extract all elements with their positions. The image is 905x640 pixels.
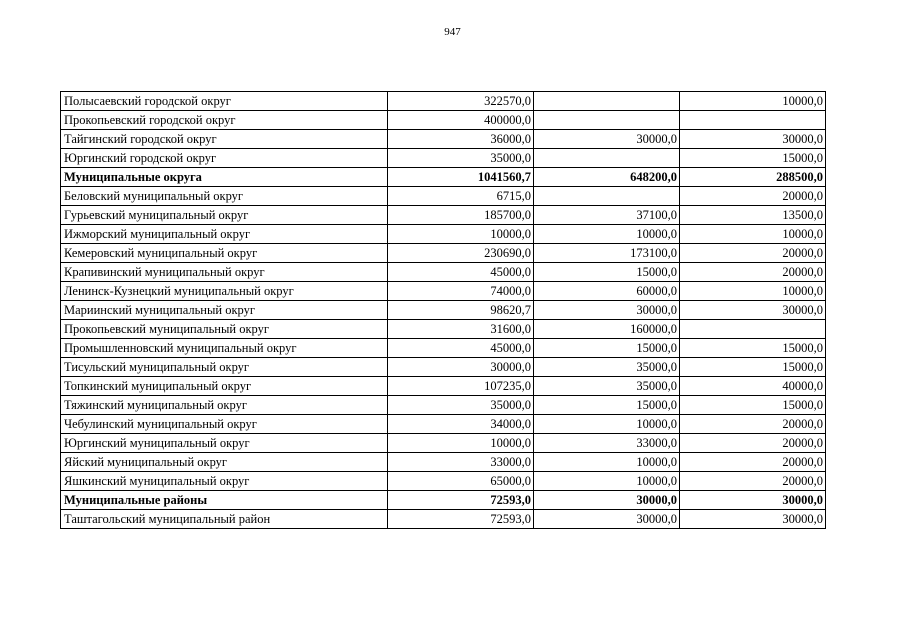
value-column-3-cell: 30000,0 xyxy=(680,130,826,149)
value-column-2-cell: 160000,0 xyxy=(534,320,680,339)
value-column-2-cell: 30000,0 xyxy=(534,510,680,529)
municipality-name-cell: Гурьевский муниципальный округ xyxy=(61,206,388,225)
value-column-1-cell: 33000,0 xyxy=(388,453,534,472)
value-column-2-cell xyxy=(534,149,680,168)
value-column-1-cell: 107235,0 xyxy=(388,377,534,396)
table-row xyxy=(61,472,826,491)
municipality-name-cell: Чебулинский муниципальный округ xyxy=(61,415,388,434)
table-row xyxy=(61,339,826,358)
municipality-name-cell: Топкинский муниципальный округ xyxy=(61,377,388,396)
value-column-2-cell xyxy=(534,187,680,206)
value-column-3-cell: 40000,0 xyxy=(680,377,826,396)
table-row xyxy=(61,415,826,434)
value-column-3-cell: 20000,0 xyxy=(680,244,826,263)
value-column-3-cell: 288500,0 xyxy=(680,168,826,187)
value-column-3-cell: 30000,0 xyxy=(680,491,826,510)
value-column-1-cell: 35000,0 xyxy=(388,149,534,168)
table-row xyxy=(61,130,826,149)
table-row xyxy=(61,244,826,263)
value-column-2-cell: 35000,0 xyxy=(534,358,680,377)
municipality-name-cell: Прокопьевский городской округ xyxy=(61,111,388,130)
value-column-2-cell: 10000,0 xyxy=(534,453,680,472)
value-column-2-cell xyxy=(534,111,680,130)
value-column-3-cell: 10000,0 xyxy=(680,282,826,301)
value-column-3-cell: 30000,0 xyxy=(680,510,826,529)
budget-table xyxy=(60,91,826,529)
value-column-3-cell: 15000,0 xyxy=(680,358,826,377)
value-column-3-cell xyxy=(680,320,826,339)
table-subtotal-row xyxy=(61,168,826,187)
municipality-name-cell: Мариинский муниципальный округ xyxy=(61,301,388,320)
table-row xyxy=(61,434,826,453)
municipality-name-cell: Яйский муниципальный округ xyxy=(61,453,388,472)
value-column-3-cell: 10000,0 xyxy=(680,92,826,111)
value-column-3-cell: 15000,0 xyxy=(680,339,826,358)
table-row xyxy=(61,510,826,529)
value-column-1-cell: 10000,0 xyxy=(388,225,534,244)
table-row xyxy=(61,263,826,282)
value-column-3-cell: 15000,0 xyxy=(680,396,826,415)
value-column-1-cell: 74000,0 xyxy=(388,282,534,301)
value-column-2-cell: 37100,0 xyxy=(534,206,680,225)
value-column-2-cell: 15000,0 xyxy=(534,396,680,415)
value-column-3-cell: 20000,0 xyxy=(680,434,826,453)
value-column-1-cell: 36000,0 xyxy=(388,130,534,149)
value-column-2-cell: 15000,0 xyxy=(534,263,680,282)
value-column-2-cell: 35000,0 xyxy=(534,377,680,396)
value-column-1-cell: 45000,0 xyxy=(388,263,534,282)
municipality-name-cell: Тяжинский муниципальный округ xyxy=(61,396,388,415)
value-column-2-cell: 10000,0 xyxy=(534,225,680,244)
table-row xyxy=(61,320,826,339)
municipality-name-cell: Муниципальные округа xyxy=(61,168,388,187)
value-column-2-cell: 10000,0 xyxy=(534,472,680,491)
value-column-1-cell: 30000,0 xyxy=(388,358,534,377)
value-column-2-cell: 33000,0 xyxy=(534,434,680,453)
municipality-name-cell: Тайгинский городской округ xyxy=(61,130,388,149)
municipality-name-cell: Ленинск-Кузнецкий муниципальный округ xyxy=(61,282,388,301)
table-row xyxy=(61,377,826,396)
value-column-3-cell: 20000,0 xyxy=(680,472,826,491)
value-column-2-cell xyxy=(534,92,680,111)
value-column-2-cell: 30000,0 xyxy=(534,491,680,510)
municipality-name-cell: Яшкинский муниципальный округ xyxy=(61,472,388,491)
value-column-2-cell: 10000,0 xyxy=(534,415,680,434)
value-column-3-cell: 20000,0 xyxy=(680,187,826,206)
value-column-3-cell: 10000,0 xyxy=(680,225,826,244)
value-column-3-cell xyxy=(680,111,826,130)
table-row xyxy=(61,149,826,168)
table-row xyxy=(61,453,826,472)
value-column-1-cell: 35000,0 xyxy=(388,396,534,415)
table-row xyxy=(61,111,826,130)
value-column-1-cell: 65000,0 xyxy=(388,472,534,491)
value-column-1-cell: 72593,0 xyxy=(388,510,534,529)
table-row xyxy=(61,396,826,415)
value-column-1-cell: 322570,0 xyxy=(388,92,534,111)
municipality-name-cell: Полысаевский городской округ xyxy=(61,92,388,111)
value-column-1-cell: 1041560,7 xyxy=(388,168,534,187)
value-column-2-cell: 30000,0 xyxy=(534,130,680,149)
municipality-name-cell: Крапивинский муниципальный округ xyxy=(61,263,388,282)
budget-table-body xyxy=(61,92,826,529)
municipality-name-cell: Таштагольский муниципальный район xyxy=(61,510,388,529)
municipality-name-cell: Юргинский муниципальный округ xyxy=(61,434,388,453)
value-column-3-cell: 20000,0 xyxy=(680,263,826,282)
value-column-2-cell: 648200,0 xyxy=(534,168,680,187)
municipality-name-cell: Муниципальные районы xyxy=(61,491,388,510)
value-column-1-cell: 72593,0 xyxy=(388,491,534,510)
municipality-name-cell: Юргинский городской округ xyxy=(61,149,388,168)
table-row xyxy=(61,282,826,301)
value-column-1-cell: 185700,0 xyxy=(388,206,534,225)
value-column-1-cell: 230690,0 xyxy=(388,244,534,263)
value-column-1-cell: 45000,0 xyxy=(388,339,534,358)
value-column-1-cell: 34000,0 xyxy=(388,415,534,434)
value-column-1-cell: 31600,0 xyxy=(388,320,534,339)
municipality-name-cell: Прокопьевский муниципальный округ xyxy=(61,320,388,339)
value-column-2-cell: 15000,0 xyxy=(534,339,680,358)
municipality-name-cell: Промышленновский муниципальный округ xyxy=(61,339,388,358)
value-column-1-cell: 400000,0 xyxy=(388,111,534,130)
value-column-2-cell: 173100,0 xyxy=(534,244,680,263)
value-column-3-cell: 15000,0 xyxy=(680,149,826,168)
municipality-name-cell: Кемеровский муниципальный округ xyxy=(61,244,388,263)
table-row xyxy=(61,225,826,244)
table-row xyxy=(61,187,826,206)
value-column-2-cell: 30000,0 xyxy=(534,301,680,320)
municipality-name-cell: Ижморский муниципальный округ xyxy=(61,225,388,244)
municipality-name-cell: Тисульский муниципальный округ xyxy=(61,358,388,377)
page-number: 947 xyxy=(444,26,461,38)
table-row xyxy=(61,301,826,320)
value-column-3-cell: 13500,0 xyxy=(680,206,826,225)
value-column-3-cell: 20000,0 xyxy=(680,415,826,434)
municipality-name-cell: Беловский муниципальный округ xyxy=(61,187,388,206)
value-column-3-cell: 30000,0 xyxy=(680,301,826,320)
value-column-2-cell: 60000,0 xyxy=(534,282,680,301)
table-row xyxy=(61,92,826,111)
value-column-1-cell: 6715,0 xyxy=(388,187,534,206)
table-row xyxy=(61,206,826,225)
table-subtotal-row xyxy=(61,491,826,510)
table-row xyxy=(61,358,826,377)
value-column-3-cell: 20000,0 xyxy=(680,453,826,472)
value-column-1-cell: 10000,0 xyxy=(388,434,534,453)
value-column-1-cell: 98620,7 xyxy=(388,301,534,320)
